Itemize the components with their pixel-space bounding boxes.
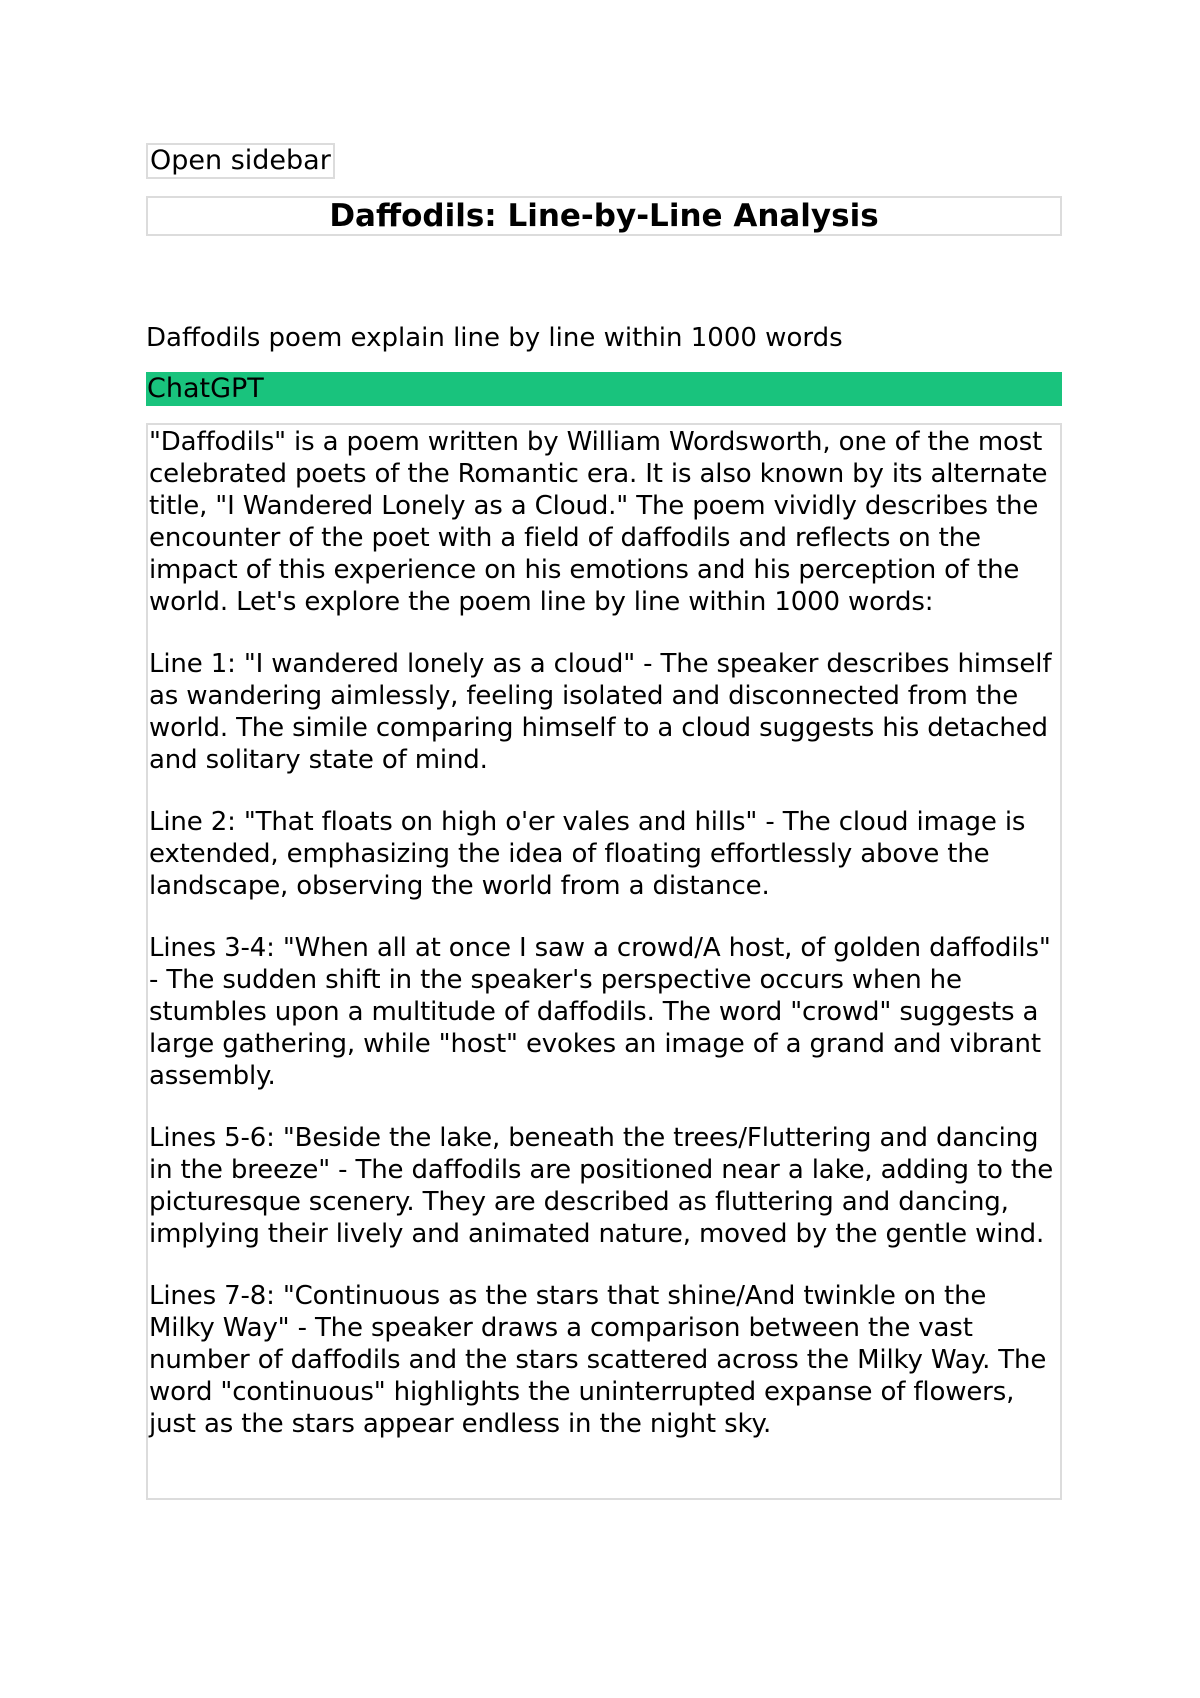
response-paragraph: "Daffodils" is a poem written by William Wordsworth, one of the most celebrated poets of the Romantic era. It is also known by its alternate title, "I Wandered Lonely as a Cloud." The poem vividly describes the encounter of the poet with a field of daffodils and reflects on the impact of this experience on his emotions and his perception of the world. Let's explore the poem line by line within 1000 words:	[149, 427, 1048, 617]
open-sidebar-button[interactable]: Open sidebar	[146, 143, 335, 179]
conversation-title-bar	[146, 196, 1062, 236]
assistant-response	[146, 423, 1062, 1500]
conversation-title: Daffodils: Line-by-Line Analysis	[329, 198, 879, 234]
response-paragraph: Line 2: "That floats on high o'er vales and hills" - The cloud image is extended, emphasizing the idea of floating effortlessly above the landscape, observing the world from a distance.	[149, 807, 1026, 901]
assistant-label: ChatGPT	[146, 372, 1062, 406]
user-message: Daffodils poem explain line by line within 1000 words	[146, 323, 843, 353]
response-paragraph: Lines 3-4: "When all at once I saw a crowd/A host, of golden daffodils" - The sudden shift in the speaker's perspective occurs when he stumbles upon a multitude of daffodils. The word "crowd" suggests a large gathering, while "host" evokes an image of a grand and vibrant assembly.	[149, 933, 1051, 1091]
response-paragraph: Lines 7-8: "Continuous as the stars that shine/And twinkle on the Milky Way" - The speaker draws a comparison between the vast number of daffodils and the stars scattered across the Milky Way. The word "continuous" highlights the uninterrupted expanse of flowers, just as the stars appear endless in the night sky.	[149, 1281, 1047, 1439]
response-paragraph: Lines 5-6: "Beside the lake, beneath the trees/Fluttering and dancing in the breeze" - The daffodils are positioned near a lake, adding to the picturesque scenery. They are described as fluttering and dancing, implying their lively and animated nature, moved by the gentle wind.	[149, 1123, 1054, 1249]
response-paragraph: Line 1: "I wandered lonely as a cloud" - The speaker describes himself as wandering aimlessly, feeling isolated and disconnected from the world. The simile comparing himself to a cloud suggests his detached and solitary state of mind.	[149, 649, 1052, 775]
